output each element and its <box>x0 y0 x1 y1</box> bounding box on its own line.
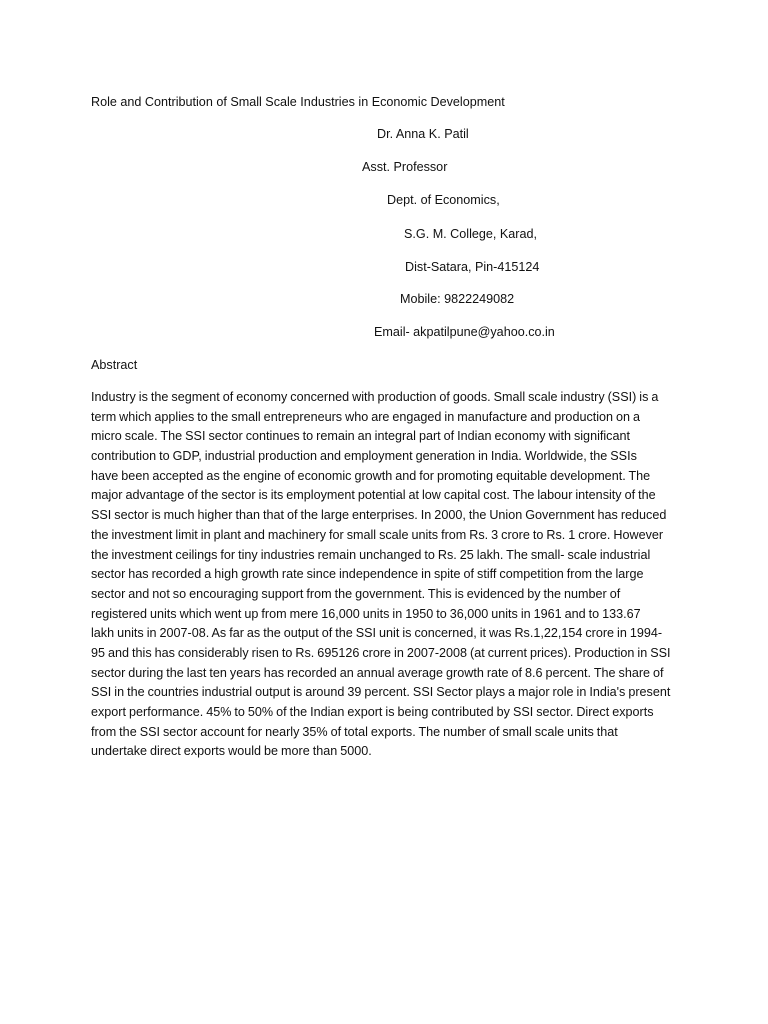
document-title: Role and Contribution of Small Scale Industries in Economic Development <box>91 95 505 109</box>
abstract-line: sector has recorded a high growth rate since independence in spite of stiff competition from the large <box>91 567 644 582</box>
abstract-line: term which applies to the small entrepreneurs who are engaged in manufacture and production on a <box>91 409 641 424</box>
abstract-line: major advantage of the sector is its employment potential at low capital cost. The labour intensity of the <box>91 488 656 503</box>
abstract-line: lakh units in 2007-08. As far as the output of the SSI unit is concerned, it was Rs.1,22,154 crore in 1994- <box>91 626 663 641</box>
abstract-body <box>91 388 681 762</box>
abstract-line: from the SSI sector account for nearly 35% of total exports. The number of small scale units that <box>91 724 618 739</box>
author-email: Email- akpatilpune@yahoo.co.in <box>374 325 555 339</box>
abstract-line: contribution to GDP, industrial production and employment generation in India. Worldwide, the SSIs <box>91 449 637 464</box>
abstract-line: micro scale. The SSI sector continues to remain an integral part of Indian economy with significant <box>91 429 630 444</box>
abstract-line: registered units which went up from mere 16,000 units in 1950 to 36,000 units in 1961 and to 133.67 <box>91 606 641 621</box>
author-mobile: Mobile: 9822249082 <box>400 292 515 306</box>
abstract-line: the investment ceilings for tiny industries remain unchanged to Rs. 25 lakh. The small- scale industrial <box>91 547 651 562</box>
abstract-line: sector and not so encouraging support from the government. This is evidenced by the number of <box>91 586 621 601</box>
author-name: Dr. Anna K. Patil <box>377 127 469 141</box>
abstract-line: have been accepted as the engine of economic growth and for promoting equitable development. The <box>91 468 651 483</box>
author-college: S.G. M. College, Karad, <box>404 227 537 241</box>
author-department: Dept. of Economics, <box>387 193 500 207</box>
author-district: Dist-Satara, Pin-415124 <box>405 260 540 274</box>
abstract-line: undertake direct exports would be more than 5000. <box>91 744 372 759</box>
author-position: Asst. Professor <box>362 160 448 174</box>
abstract-line: SSI sector is much higher than that of the large enterprises. In 2000, the Union Government has reduced <box>91 508 667 523</box>
abstract-line: 95 and this has considerably risen to Rs. 695126 crore in 2007-2008 (at current prices). Production in SSI <box>91 645 671 660</box>
abstract-line: export performance. 45% to 50% of the Indian export is being contributed by SSI sector. Direct exports <box>91 705 654 719</box>
abstract-line: Industry is the segment of economy concerned with production of goods. Small scale industry (SSI) is a <box>91 390 659 404</box>
abstract-line: SSI in the countries industrial output is around 39 percent. SSI Sector plays a major role in India's present <box>91 685 671 700</box>
abstract-heading: Abstract <box>91 358 138 372</box>
abstract-line: the investment limit in plant and machinery for small scale units from Rs. 3 crore to Rs. 1 crore. However <box>91 527 664 542</box>
abstract-line: sector during the last ten years has recorded an annual average growth rate of 8.6 percent. The share of <box>91 665 664 680</box>
